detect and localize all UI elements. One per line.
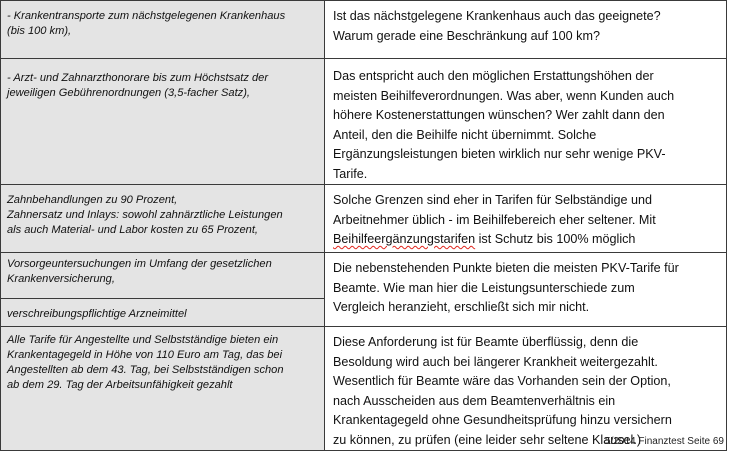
condition-line: - Krankentransporte zum nächstgelegenen Krankenhaus (7, 10, 286, 22)
condition-cell (1, 59, 325, 185)
condition-line: Zahnersatz und Inlays: sowohl zahnärztliche Leistungen (7, 209, 283, 221)
comment-line: meisten Beihilfeverordnungen. Was aber, wenn Kunden auch (333, 88, 675, 103)
comment-line: nach Ausscheiden aus dem Beamtenverhältnis ein (333, 393, 616, 408)
comment-cell (325, 327, 727, 451)
comment-line: Besoldung wird auch bei längerer Krankheit weitergezahlt. (333, 354, 658, 369)
comment-cell (325, 59, 727, 185)
condition-line: - Arzt- und Zahnarzthonorare bis zum Höchstsatz der (7, 72, 269, 84)
comment-line: Das entspricht auch den möglichen Erstattungshöhen der (333, 69, 654, 83)
condition-line: Krankenversicherung, (7, 273, 115, 285)
comment-line: zu können, zu prüfen (eine leider sehr seltene Klausel.) (333, 432, 642, 447)
comment-line: höhere Kostenerstattungen wünschen? Wer zahlt dann den (333, 108, 665, 122)
condition-cell (1, 185, 325, 253)
condition-cell (1, 253, 325, 327)
condition-line: ab dem 29. Tag der Arbeitsunfähigkeit gezahlt (7, 379, 233, 391)
comment-cell (325, 1, 727, 59)
condition-line: Vorsorgeuntersuchungen im Umfang der gesetzlichen (7, 258, 272, 270)
comment-line: Ist das nächstgelegene Krankenhaus auch das geeignete? (333, 9, 661, 23)
source-footer: 5/2014 Finanztest Seite 69 (605, 436, 724, 447)
spellcheck-flagged-word: Beihilfeergänzungstarifen (333, 232, 476, 246)
comment-line: Tarife. (333, 166, 368, 181)
condition-line: verschreibungspflichtige Arzneimittel (7, 308, 187, 320)
condition-line: als auch Material- und Labor kosten zu 65 Prozent, (7, 224, 258, 236)
comment-line: Beamte. Wie man hier die Leistungsunterschiede zum (333, 280, 635, 295)
condition-line: Krankentagegeld in Höhe von 110 Euro am Tag, das bei (7, 349, 283, 361)
comment-line: Ergänzungsleistungen bieten wirklich nur sehr wenige PKV- (333, 147, 666, 161)
condition-line: jeweiligen Gebührenordnungen (3,5-facher Satz), (7, 87, 250, 99)
table-row (1, 253, 727, 327)
comment-line: Diese Anforderung ist für Beamte überflüssig, denn die (333, 335, 639, 349)
table-row (1, 1, 727, 59)
comment-line: Anteil, den die Beihilfe nicht übernimmt. Solche (333, 127, 597, 142)
table-row (1, 59, 727, 185)
table-row (1, 327, 727, 451)
comment-line: Die nebenstehenden Punkte bieten die meisten PKV-Tarife für (333, 261, 679, 275)
comment-line-rest: ist Schutz bis 100% möglich (475, 232, 636, 246)
comment-line: Solche Grenzen sind eher in Tarifen für Selbständige und (333, 193, 653, 207)
comment-cell (325, 185, 727, 253)
condition-line: Alle Tarife für Angestellte und Selbstständige bieten ein (7, 334, 279, 346)
comment-line: Krankentagegeld ohne Gesundheitsprüfung hinzu versichern (333, 413, 672, 427)
table-row (1, 185, 727, 253)
comment-line: Wesentlich für Beamte wäre das Vorhanden sein der Option, (333, 374, 671, 388)
cell-divider (1, 298, 324, 322)
comment-line: Warum gerade eine Beschränkung auf 100 km? (333, 28, 600, 43)
comment-cell (325, 253, 727, 327)
comment-line: Vergleich heranzieht, erschließt sich mir nicht. (333, 300, 590, 314)
condition-cell (1, 1, 325, 59)
comment-line: Arbeitnehmer üblich - im Beihilfebereich eher seltener. Mit (333, 212, 656, 227)
comment-line (333, 230, 718, 250)
condition-line: Angestellten ab dem 43. Tag, bei Selbstständigen schon (7, 364, 284, 376)
condition-cell (1, 327, 325, 451)
condition-line: (bis 100 km), (7, 25, 72, 37)
condition-line: Zahnbehandlungen zu 90 Prozent, (7, 194, 178, 206)
